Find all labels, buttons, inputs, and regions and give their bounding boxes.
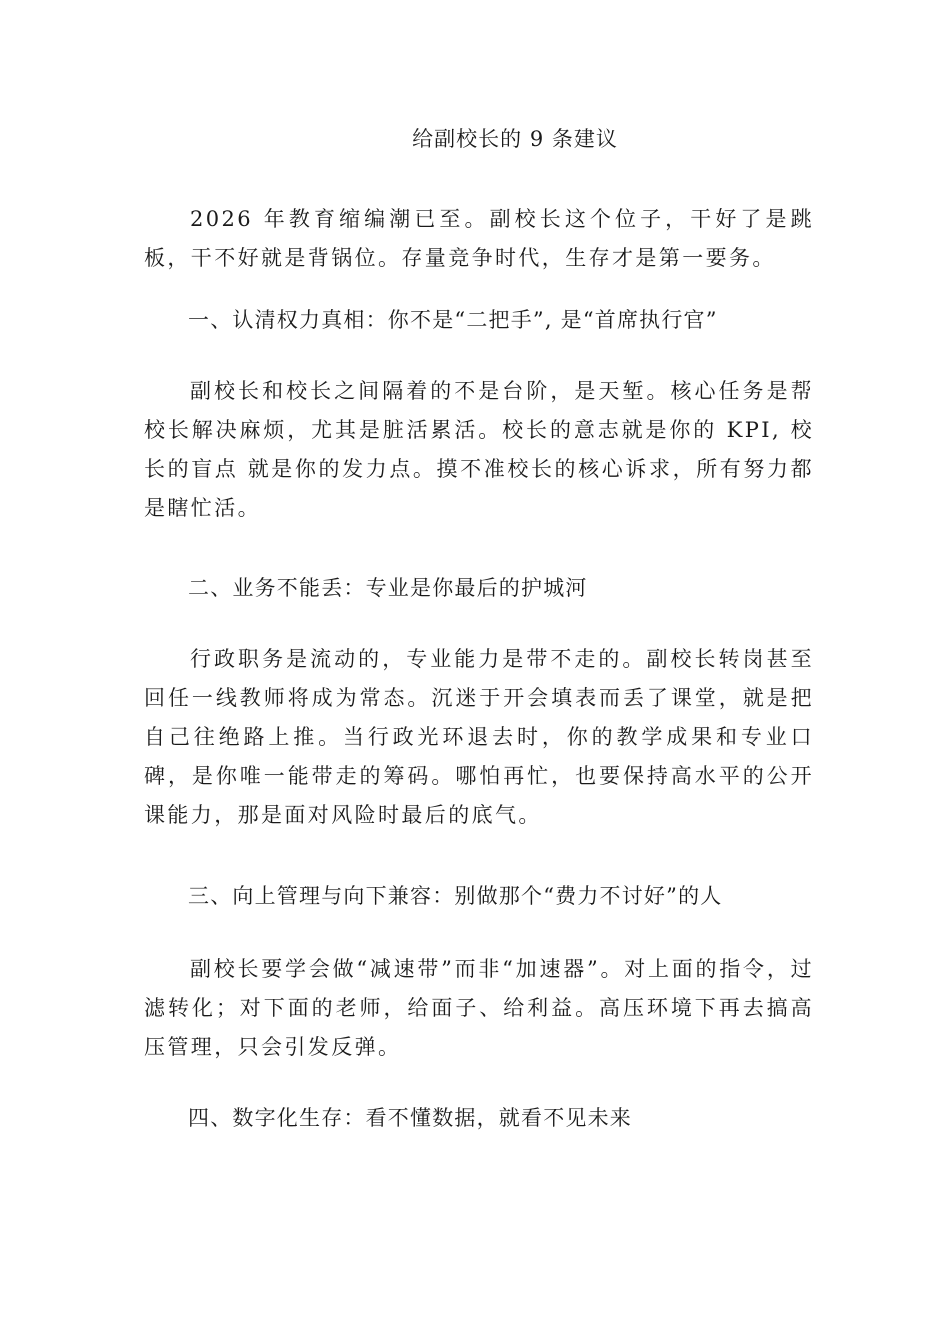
section-2-heading: 二、业务不能丢：专业是你最后的护城河 xyxy=(188,576,588,600)
section-3-heading: 三、向上管理与向下兼容：别做那个“费力不讨好”的人 xyxy=(188,884,723,908)
document-title: 给副校长的 9 条建议 xyxy=(412,127,618,151)
section-4-heading: 四、数字化生存：看不懂数据，就看不见未来 xyxy=(188,1106,632,1130)
section-2-paragraph: 行政职务是流动的，专业能力是带不走的。副校长转岗甚至回任一线教师将成为常态。沉迷于开会填表而丢了课堂，就是把自己往绝路上推。当行政光环退去时，你的教学成果和专业口碑，是你唯一能带走的筹码。哪怕再忙，也要保持高水平的公开课能力，那是面对风险时最后的底气。 xyxy=(144,647,814,827)
intro-paragraph: 2026 年教育缩编潮已至。副校长这个位子，干好了是跳板，干不好就是背锅位。存量竞争时代，生存才是第一要务。 xyxy=(144,207,814,270)
section-1-paragraph: 副校长和校长之间隔着的不是台阶，是天堑。核心任务是帮校长解决麻烦，尤其是脏活累活。校长的意志就是你的 KPI, 校长的盲点 就是你的发力点。摸不准校长的核心诉求，所有努力都是瞎忙活。 xyxy=(144,379,814,520)
section-1-heading: 一、认清权力真相：你不是“二把手”, 是“首席执行官” xyxy=(188,308,718,332)
section-3-paragraph: 副校长要学会做“减速带”而非“加速器”。对上面的指令，过滤转化；对下面的老师，给面子、给利益。高压环境下再去搞高压管理，只会引发反弹。 xyxy=(144,957,814,1059)
